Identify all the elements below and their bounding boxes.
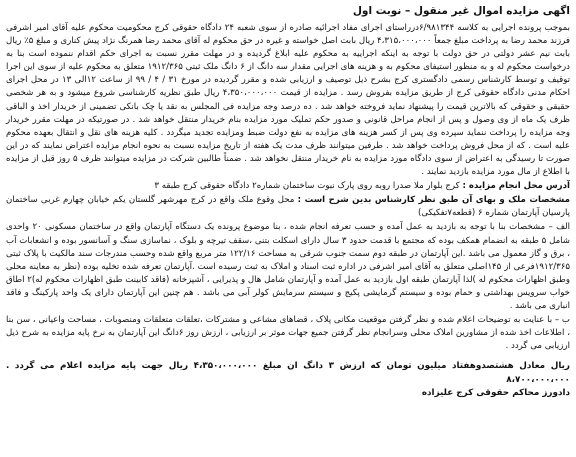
valuation-paragraph: ب – با عنایت به توضیحات اعلام شده و نظر گرفتن موقعیت مکانی پلاک ، قضاهای مشاعی و مشترکات ،تعلقات متعلقات ومنصوبات ، مساحت واعیانی ، سن بنا ، اطلاعات اخذ شده از مشاورین املاک محلی وسرانجام نظر گرفتن جمیع جهات موثر بر ارزیابی ، ارزش روز ۶دانگ این آپارتمان به نرخ پایه مزایده به شرح ذیل ارزیابی می گردد . xyxy=(6,315,570,352)
address-line xyxy=(6,180,570,193)
address-value: کرج بلوار ملا صدرا روبه روی پارک نبوت ساختمان شماره۲ دادگاه حقوقی کرج طبقه ۳ xyxy=(154,181,460,192)
amount-line: ریال معادل هشتصدوهفتاد میلیون تومان که ارزش ۳ دانگ ان مبلغ ۴،۳۵۰،۰۰۰،۰۰۰ ریال جهت پایه مزایده اعلام می گردد . ۸،۷۰۰،۰۰۰،۰۰۰ xyxy=(6,361,570,385)
specs-line xyxy=(6,194,570,220)
notice-intro: بموجب پرونده اجرایی به کلاسه ۶/۹۸۱۳۴۴درراستای اجرای مفاد اجرائیه صادره از سوی شعبه ۲۴ دادگاه حقوقی کرج محکومیت محکوم علیه آقای امیر اشرفی فرزند محمد رضا به پرداخت مبلغ جمعاً ۴،۳۱۵،۰۰۰،۰۰۰ ریال بابت اصل خواسته و غیره در حق محکوم له آقای محمد رضا همرنگ نژاد پیش کناری و مبلغ ۵٪ ریال بابت نیم عشر دولتی در حق دولت با توجه به اینکه اجراییه به محکوم علیه ابلاغ گردیده و در مهلت مقرر نسبت به اجرای حکم اقدام ننموده است بنا به درخواست محکوم له و به منظور استیفای محکوم به و هزینه های اجرایی مقدار سه دانگ از ۶ دانگ ملک ثبتی ۱۹۱۲/۳۶۵ متعلق به محکوم علیه از سوی این اجرا توقیف و توسط کارشناس رسمی دادگستری کرج بشرح ذیل توصیف و ارزیابی شده و مقرر گردیده در مورخ ۳۱ / ۴ / ۹۹ از ساعت ۱۲الی ۱۳ در محل اجرای احکام مدنی دادگاه حقوقی کرج از طریق مزایده بفروش رسد . مزایده از قیمت ۴،۳۵۰،۰۰۰،۰۰۰ ریال طبق نظریه کارشناسی شروع میشود و به هر شخصی حقیقی و حقوقی که بالاترین قیمت را پیشنهاد نماید فروخته خواهد شد . ده درصد وجه مزایده فی المجلس به نقد یا چک بانکی تضمینی از خریدار اخذ و الباقی ظرف یک ماه از وی وصول و پس از انجام مراحل قانونی و صدور حکم تملیک مورد مزایده بنام خریدار منتقل خواهد شد . در صورتیکه در مهلت مقرر خریدار وجه مزایده را پرداخت ننماید سپرده وی پس از کسر هزینه های مزایده به نفع دولت ضبط ومزایده تجدید میگردد . کلیه هزینه های نقل و انتقال بعهده محکوم علیه است . که از محل فروش پرداخت خواهد شد . طرفین میتوانند ظرف مدت یک هفته از تاریخ مزایده نسبت به نحوه انجام مزایده اعتراض نمایند که در این صورت تا رسیدگی به اعتراض از سوی دادگاه مورد مزایده به نام خریدار منتقل نخواهد شد . ضمناً طالبین شرکت در مزایده میتوانند ظرف ۵ روز قبل از مزایده با اطلاع از مال مورد مزایده بازدید نمایند . xyxy=(6,23,571,178)
notice-title: اگهی مزایده اموال غیر منقول – نوبت اول xyxy=(352,5,570,17)
address-label: آدرس محل انجام مزایده : xyxy=(462,181,570,192)
specs-value: محل وقوع ملک واقع در کرج مهرشهر گلستان یکم خیابان چهارم غربی ساختمان پارسیان آپارتمان شماره ۶ (قطعه۷تفکیکی) xyxy=(6,195,570,219)
specs-label: مشخصات ملک و بهای آن طبق نظر کارشناس بدین شرح است : xyxy=(297,195,570,206)
signature: دادورز محاکم حقوقی کرج علیزاده xyxy=(421,388,570,399)
building-description: الف – مشخصات بنا با توجه به بازدید به عمل آمده و حسب تعرفه انجام شده ، بنا موضوع پرونده یک دستگاه آپارتمان واقع در ساختمان مسکونی ۲۰ واحدی شامل ۵ طبقه به انضمام همکف بوده که مجتمع با قدمت حدود ۳ سال دارای اسکلت بتنی ،سقف تیرچه و بلوک ، نماسازی سنگ و آسانسور بوده و انشعابات آب ، برق و گاز معمول می باشد .این آپارتمان در طبقه دوم سمت جنوب شرقی به مساحت ۱۲۲/۱۶ متر مربع واقع شده وحسب مندرجات سند مالکیت با پلاک ثبتی ۱۹۱۲/۳۶۵فرعی از ۱۴۵اصلی متعلق به آقای امیر اشرفی در اداره ثبت اسناد و املاک به ثبت رسیده است .آپارتمان تعرفه شده تخلیه بوده (نظر به معاینه محلی وطبق اظهارات محکوم له )لذا آپارتمان طبقه اول بازدید به عمل آمده و آپارتمان شامل هال و پذیرایی ، آشپزخانه (فاقد کابینت طبق اظهارات محکوم له)۲ اطاق خواب سرویس بهداشتی و حمام بوده و سیستم گرمایشی پکیج و سیستم سرمایش کولر آبی می باشد . هم چنین این آپارتمان دارای یک واحد پارکینگ و فاقد انباری می باشد . xyxy=(6,222,571,311)
